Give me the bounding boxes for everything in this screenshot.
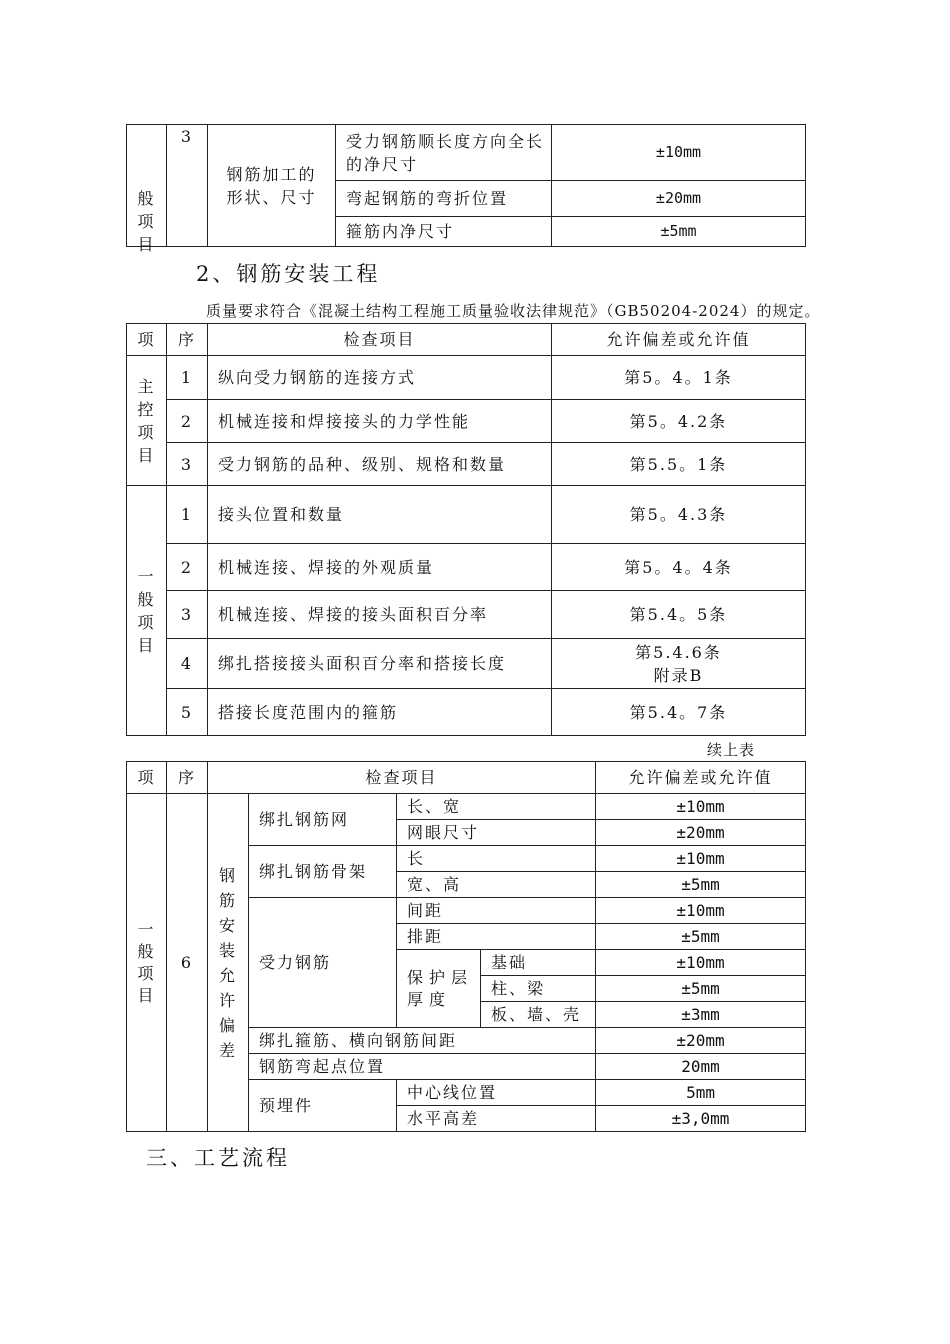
cage-label: 绑扎钢筋骨架	[249, 846, 397, 898]
sub-item: 宽、高	[397, 872, 596, 898]
header-category: 项	[127, 762, 167, 794]
sub-item: 柱、梁	[481, 976, 596, 1002]
header-item: 检查项目	[208, 324, 552, 356]
group-label: 钢 筋 安 装 允 许 偏 差	[208, 794, 249, 1132]
category-label: 般 项 目	[127, 125, 167, 247]
item-cell: 机械连接和焊接接头的力学性能	[208, 400, 552, 443]
stirrup-label: 绑扎箍筋、横向钢筋间距	[249, 1028, 596, 1054]
value-cell: 第5。4.3条	[552, 486, 806, 544]
item-cell: 绑扎搭接接头面积百分率和搭接长度	[208, 639, 552, 689]
rebar-installation-table	[126, 323, 806, 736]
value-cell: ±10mm	[596, 794, 806, 820]
seq-cell: 2	[167, 544, 208, 591]
seq-cell: 4	[167, 639, 208, 689]
desc-cell: 弯起钢筋的弯折位置	[336, 181, 552, 217]
value-cell: ±5mm	[596, 976, 806, 1002]
item-cell: 接头位置和数量	[208, 486, 552, 544]
value-cell: ±3,0mm	[596, 1106, 806, 1132]
item-cell: 机械连接、焊接的外观质量	[208, 544, 552, 591]
continued-label: 续上表	[707, 741, 756, 759]
header-value: 允许偏差或允许值	[596, 762, 806, 794]
embed-label: 预埋件	[249, 1080, 397, 1132]
value-cell: 第5。4.2条	[552, 400, 806, 443]
value-cell: 第5。4。4条	[552, 544, 806, 591]
installation-tolerance-table	[126, 761, 806, 1132]
value-cell: 第5。4。1条	[552, 356, 806, 400]
value-cell: 第5.4.6条 附录B	[552, 639, 806, 689]
value-cell: ±20mm	[552, 181, 806, 217]
sub-item: 板、墙、壳	[481, 1002, 596, 1028]
seq-cell: 2	[167, 400, 208, 443]
cover-label: 保护层 厚度	[397, 950, 481, 1028]
value-cell: ±5mm	[552, 217, 806, 247]
sub-item: 间距	[397, 898, 596, 924]
item-cell: 受力钢筋的品种、级别、规格和数量	[208, 443, 552, 486]
header-seq: 序	[167, 324, 208, 356]
value-cell: 5mm	[596, 1080, 806, 1106]
desc-cell: 箍筋内净尺寸	[336, 217, 552, 247]
header-seq: 序	[167, 762, 208, 794]
seq-cell: 6	[167, 794, 208, 1132]
header-item: 检查项目	[208, 762, 596, 794]
value-cell: ±20mm	[596, 820, 806, 846]
value-cell: ±10mm	[596, 898, 806, 924]
seq-cell: 3	[167, 125, 208, 247]
general-category: 一 般 项 目	[127, 486, 167, 736]
sub-item: 基础	[481, 950, 596, 976]
item-cell: 机械连接、焊接的接头面积百分率	[208, 591, 552, 639]
sub-item: 网眼尺寸	[397, 820, 596, 846]
sub-item: 长	[397, 846, 596, 872]
value-cell: ±10mm	[596, 846, 806, 872]
value-cell: ±10mm	[552, 125, 806, 181]
mesh-label: 绑扎钢筋网	[249, 794, 397, 846]
sub-item: 排距	[397, 924, 596, 950]
seq-cell: 1	[167, 486, 208, 544]
seq-cell: 1	[167, 356, 208, 400]
value-cell: ±20mm	[596, 1028, 806, 1054]
general-category: 一 般 项 目	[127, 794, 167, 1132]
section-note: 质量要求符合《混凝土结构工程施工质量验收法律规范》（GB50204-2024）的规定。	[206, 302, 821, 320]
value-cell: ±5mm	[596, 872, 806, 898]
section-heading: 三、工艺流程	[146, 1146, 290, 1170]
main-category: 主 控 项 目	[127, 356, 167, 486]
sub-item: 水平高差	[397, 1106, 596, 1132]
section-heading: 2、钢筋安装工程	[196, 262, 381, 286]
seq-cell: 3	[167, 443, 208, 486]
header-category: 项	[127, 324, 167, 356]
sub-item: 中心线位置	[397, 1080, 596, 1106]
value-cell: 第5.5。1条	[552, 443, 806, 486]
value-cell: ±3mm	[596, 1002, 806, 1028]
item-cell: 搭接长度范围内的箍筋	[208, 689, 552, 736]
value-cell: ±5mm	[596, 924, 806, 950]
value-cell: 第5.4。5条	[552, 591, 806, 639]
sub-item: 长、宽	[397, 794, 596, 820]
seq-cell: 5	[167, 689, 208, 736]
bend-label: 钢筋弯起点位置	[249, 1054, 596, 1080]
item-cell: 钢筋加工的 形状、尺寸	[208, 125, 336, 247]
item-cell: 纵向受力钢筋的连接方式	[208, 356, 552, 400]
value-cell: ±10mm	[596, 950, 806, 976]
value-cell: 第5.4。7条	[552, 689, 806, 736]
desc-cell: 受力钢筋顺长度方向全长的净尺寸	[336, 125, 552, 181]
rebar-processing-table	[126, 124, 806, 254]
header-value: 允许偏差或允许值	[552, 324, 806, 356]
seq-cell: 3	[167, 591, 208, 639]
rebar-label: 受力钢筋	[249, 898, 397, 1028]
value-cell: 20mm	[596, 1054, 806, 1080]
